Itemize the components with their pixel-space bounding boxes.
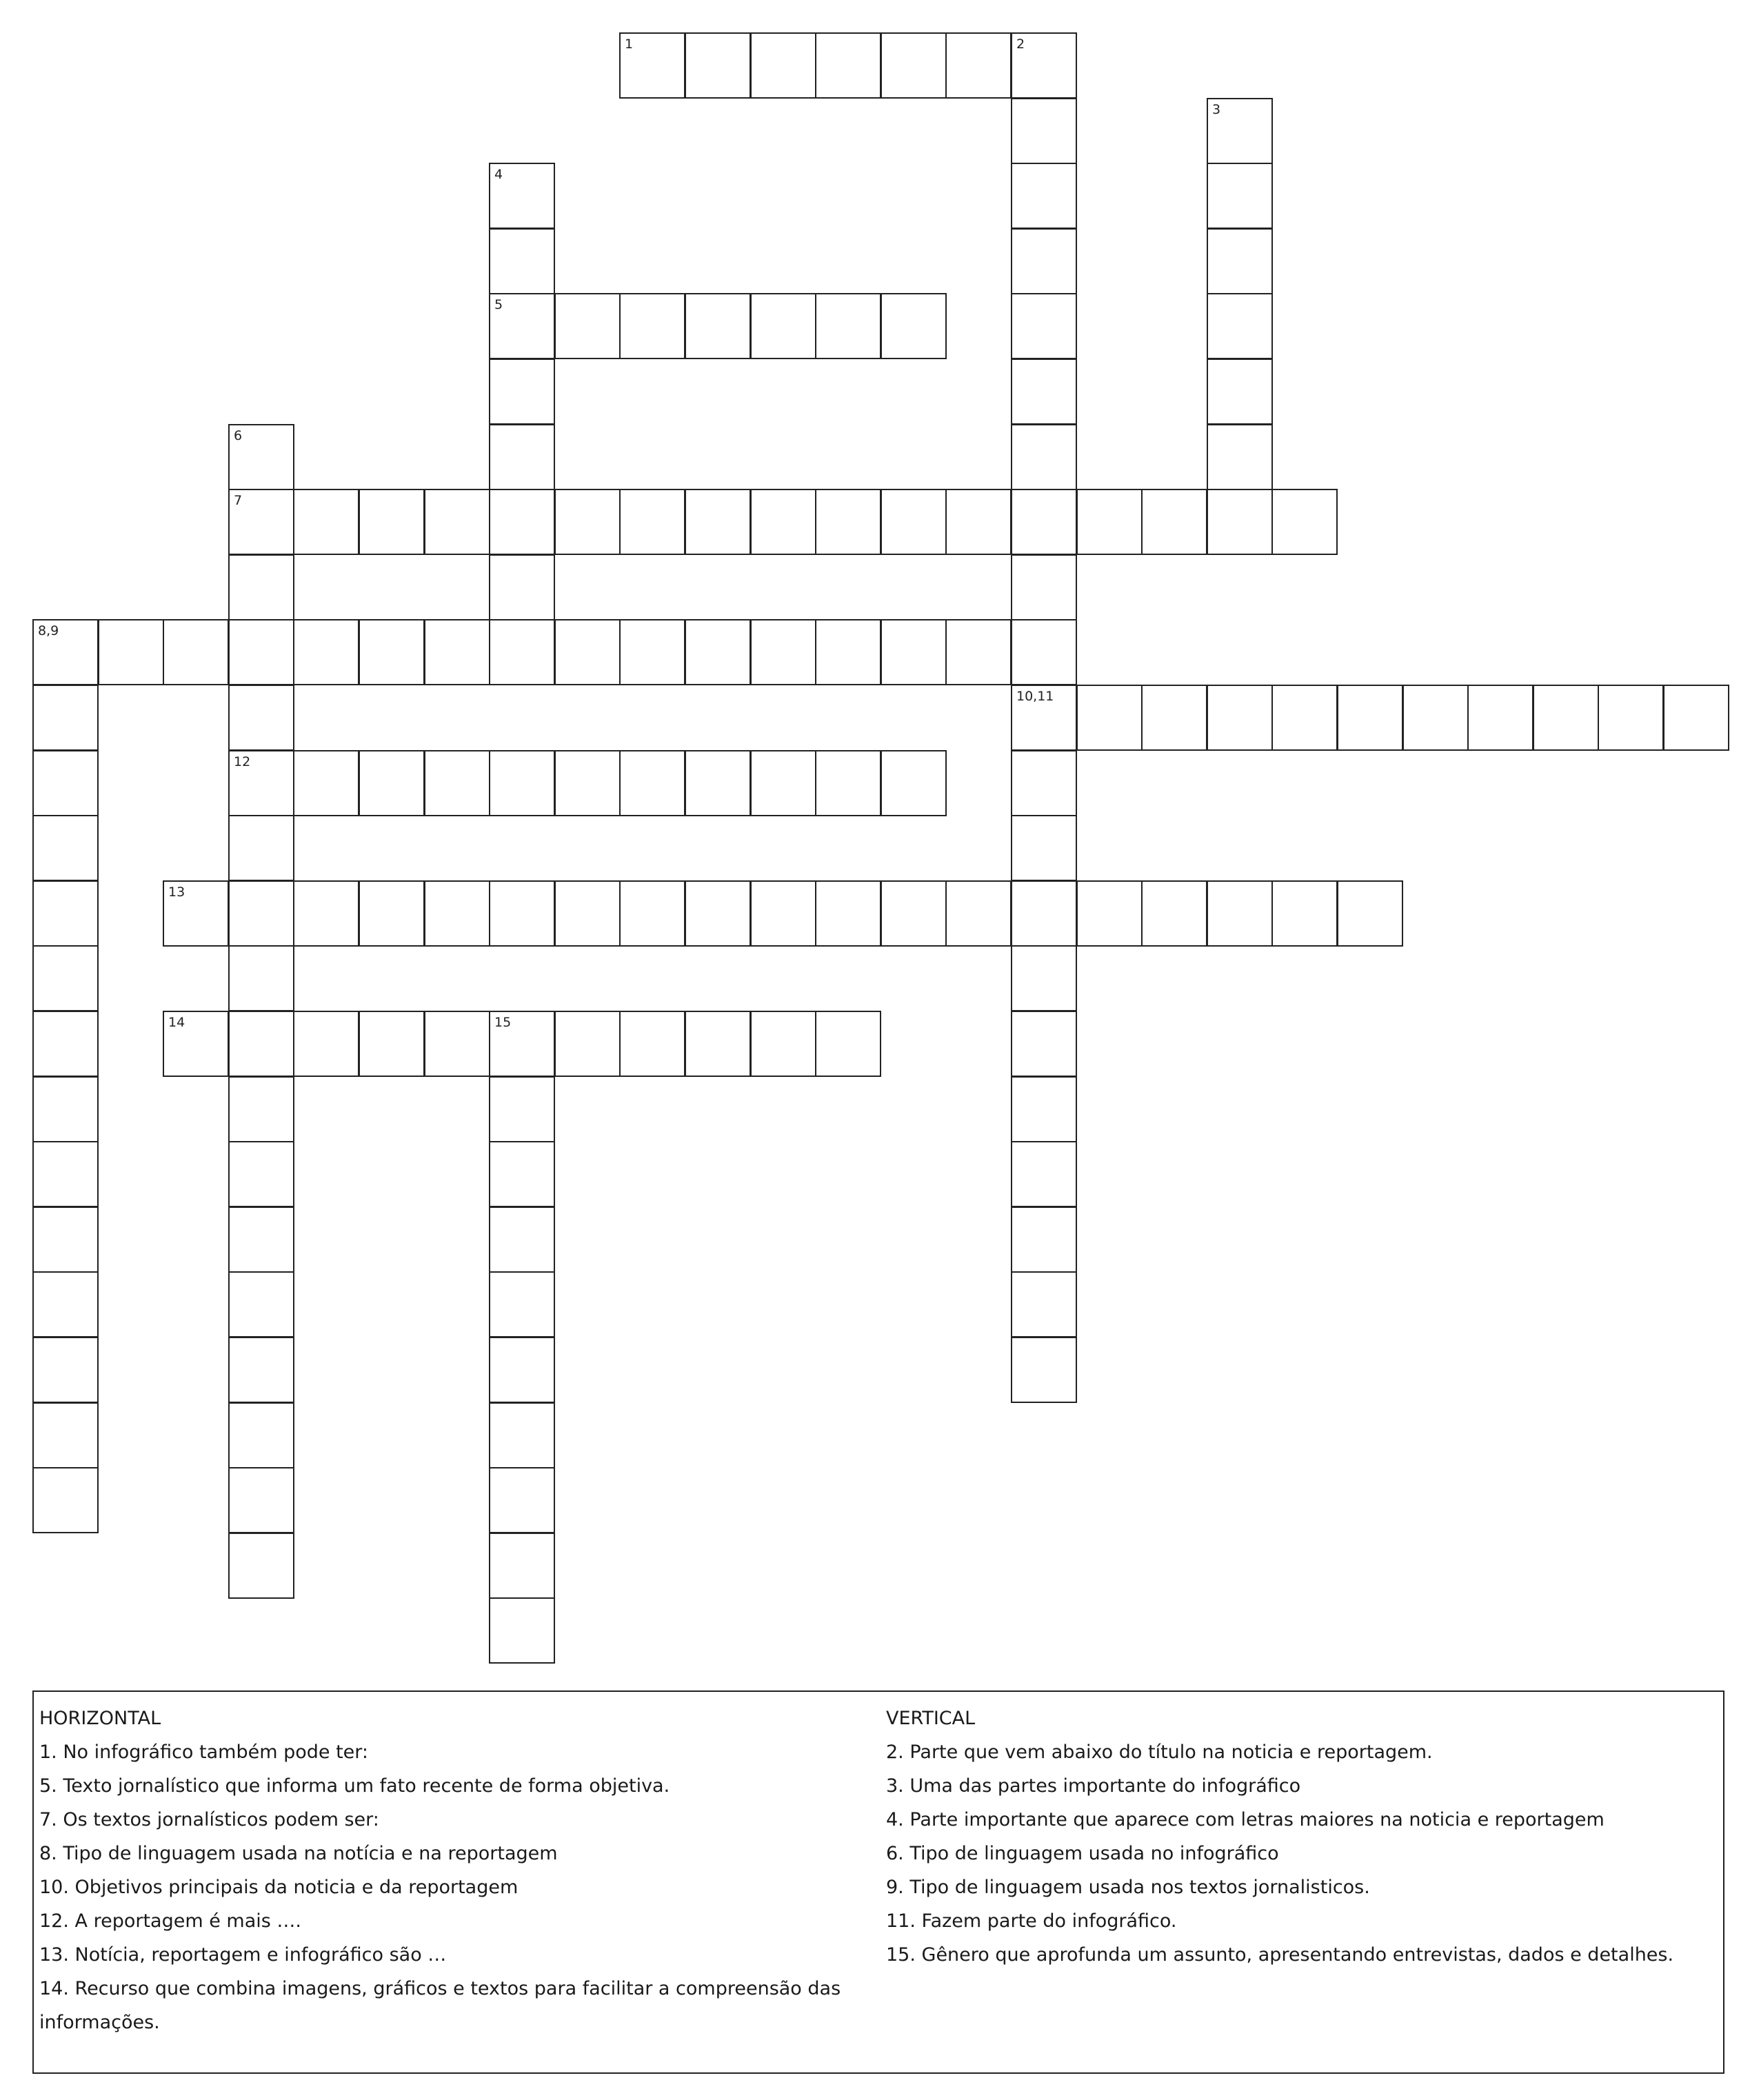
crossword-cell[interactable] [685,293,751,359]
crossword-cell[interactable] [1271,685,1338,751]
crossword-cell[interactable] [619,1011,685,1077]
horizontal-clues [39,1702,881,2039]
crossword-cell[interactable] [750,880,816,947]
crossword-cell[interactable] [881,750,947,816]
crossword-cell[interactable] [293,880,359,947]
clue-number: 14 [168,1015,185,1030]
crossword-cell[interactable] [489,1207,555,1273]
crossword-cell[interactable] [1076,489,1143,555]
crossword-cell[interactable] [359,880,425,947]
crossword-cell[interactable] [489,1467,555,1533]
crossword-cell[interactable] [881,32,947,99]
crossword-cell[interactable] [1011,619,1077,685]
crossword-cell[interactable] [228,1533,294,1599]
crossword-cell[interactable] [1011,293,1077,359]
clue-v9: 9. Tipo de linguagem usada nos textos jornalisticos. [886,1877,1370,1898]
crossword-cell[interactable] [489,359,555,425]
crossword-cell[interactable] [489,1271,555,1337]
crossword-cell[interactable] [815,880,881,947]
crossword-cell[interactable] [554,489,621,555]
crossword-cell[interactable] [1533,685,1599,751]
crossword-cell[interactable] [424,619,490,685]
crossword-cell[interactable] [685,880,751,947]
crossword-cell[interactable] [163,1011,229,1077]
clue-number: 10,11 [1016,689,1054,704]
crossword-cell[interactable] [228,1011,294,1077]
crossword-cell[interactable] [32,880,99,947]
crossword-cell[interactable] [489,293,555,359]
clue-h13: 13. Notícia, reportagem e infográfico são … [39,1944,447,1966]
crossword-cell[interactable] [228,554,294,620]
crossword-cell[interactable] [1076,880,1143,947]
crossword-cell[interactable] [1141,489,1207,555]
crossword-cell[interactable] [1011,489,1077,555]
crossword-cell[interactable] [1011,750,1077,816]
crossword-cell[interactable] [1011,815,1077,881]
crossword-cell[interactable] [1271,489,1338,555]
crossword-cell[interactable] [1271,880,1338,947]
clue-number: 15 [494,1015,512,1030]
crossword-cell[interactable] [945,619,1012,685]
clue-v6: 6. Tipo de linguagem usada no infográfico [886,1843,1279,1864]
crossword-cell[interactable] [228,1141,294,1207]
crossword-cell[interactable] [1076,685,1143,751]
clue-h14: 14. Recurso que combina imagens, gráficos e textos para facilitar a compreensão das informações. [39,1978,841,2033]
crossword-cell[interactable] [1011,1207,1077,1273]
crossword-cell[interactable] [685,489,751,555]
clue-number: 6 [234,428,243,443]
crossword-cell[interactable] [1011,685,1077,751]
vertical-heading: VERTICAL [886,1708,976,1729]
crossword-cell[interactable] [750,1011,816,1077]
crossword-cell[interactable] [228,1207,294,1273]
crossword-cell[interactable] [1011,1076,1077,1142]
crossword-cell[interactable] [554,750,621,816]
crossword-cell[interactable] [228,424,294,490]
crossword-cell[interactable] [489,554,555,620]
crossword-cell[interactable] [1011,228,1077,294]
crossword-cell[interactable] [424,750,490,816]
crossword-cell[interactable] [1011,1271,1077,1337]
crossword-cell[interactable] [489,1076,555,1142]
clue-v15: 15. Gênero que aprofunda um assunto, apresentando entrevistas, dados e detalhes. [886,1944,1674,1966]
clue-box [32,1690,1724,2074]
crossword-cell[interactable] [1207,424,1273,490]
crossword-cell[interactable] [228,945,294,1011]
horizontal-heading: HORIZONTAL [39,1708,161,1729]
crossword-cell[interactable] [32,685,99,751]
crossword-cell[interactable] [489,880,555,947]
crossword-cell[interactable] [1337,880,1403,947]
clue-number: 1 [625,37,634,52]
crossword-cell[interactable] [1598,685,1664,751]
crossword-cell[interactable] [1337,685,1403,751]
clue-h8: 8. Tipo de linguagem usada na notícia e na reportagem [39,1843,558,1864]
crossword-cell[interactable] [619,489,685,555]
crossword-cell[interactable] [619,32,685,99]
crossword-cell[interactable] [750,32,816,99]
crossword-cell[interactable] [750,619,816,685]
crossword-cell[interactable] [32,619,99,685]
crossword-cell[interactable] [815,293,881,359]
crossword-cell[interactable] [228,750,294,816]
crossword-cell[interactable] [293,619,359,685]
crossword-cell[interactable] [1011,424,1077,490]
clue-number: 5 [494,297,503,312]
crossword-cell[interactable] [1207,489,1273,555]
crossword-cell[interactable] [685,619,751,685]
crossword-cell[interactable] [1141,880,1207,947]
clue-number: 13 [168,885,185,900]
crossword-cell[interactable] [359,1011,425,1077]
crossword-cell[interactable] [32,815,99,881]
clue-h10: 10. Objetivos principais da noticia e da reportagem [39,1877,519,1898]
crossword-cell[interactable] [424,489,490,555]
crossword-cell[interactable] [32,945,99,1011]
crossword-cell[interactable] [1011,359,1077,425]
crossword-cell[interactable] [98,619,164,685]
crossword-cell[interactable] [1207,685,1273,751]
crossword-cell[interactable] [293,1011,359,1077]
crossword-cell[interactable] [32,1271,99,1337]
crossword-cell[interactable] [619,293,685,359]
crossword-cell[interactable] [489,163,555,229]
clue-number: 2 [1016,37,1025,52]
crossword-cell[interactable] [293,489,359,555]
crossword-cell[interactable] [489,1402,555,1468]
crossword-cell[interactable] [32,1337,99,1403]
crossword-cell[interactable] [32,750,99,816]
crossword-cell[interactable] [1011,554,1077,620]
clue-number: 12 [234,754,251,769]
crossword-cell[interactable] [1402,685,1469,751]
crossword-cell[interactable] [619,619,685,685]
crossword-cell[interactable] [163,880,229,947]
crossword-cell[interactable] [163,619,229,685]
crossword-cell[interactable] [815,619,881,685]
crossword-cell[interactable] [1207,98,1273,164]
clue-v4: 4. Parte importante que aparece com letras maiores na noticia e reportagem [886,1809,1605,1830]
vertical-clues [886,1702,1713,1972]
crossword-cell[interactable] [489,1141,555,1207]
crossword-cell[interactable] [1011,163,1077,229]
clue-number: 8,9 [38,623,59,638]
crossword-cell[interactable] [1207,163,1273,229]
crossword-cell[interactable] [489,489,555,555]
crossword-cell[interactable] [1011,1337,1077,1403]
crossword-cell[interactable] [228,880,294,947]
crossword-cell[interactable] [228,489,294,555]
crossword-cell[interactable] [489,1337,555,1403]
crossword-cell[interactable] [750,293,816,359]
clue-h7: 7. Os textos jornalísticos podem ser: [39,1809,379,1830]
crossword-cell[interactable] [228,685,294,751]
crossword-cell[interactable] [228,1337,294,1403]
clue-v11: 11. Fazem parte do infográfico. [886,1910,1177,1932]
crossword-cell[interactable] [815,750,881,816]
clue-number: 3 [1212,102,1221,117]
clue-v2: 2. Parte que vem abaixo do título na noticia e reportagem. [886,1741,1433,1763]
crossword-cell[interactable] [489,750,555,816]
crossword-cell[interactable] [881,489,947,555]
crossword-cell[interactable] [1011,1011,1077,1077]
crossword-cell[interactable] [32,1141,99,1207]
crossword-cell[interactable] [554,619,621,685]
crossword-cell[interactable] [228,1076,294,1142]
crossword-cell[interactable] [489,424,555,490]
crossword-cell[interactable] [685,32,751,99]
crossword-cell[interactable] [32,1467,99,1533]
crossword-cell[interactable] [1011,32,1077,99]
crossword-cell[interactable] [228,619,294,685]
crossword-cell[interactable] [945,489,1012,555]
crossword-cell[interactable] [489,228,555,294]
crossword-cell[interactable] [1011,945,1077,1011]
crossword-cell[interactable] [424,1011,490,1077]
clue-h1: 1. No infográfico também pode ter: [39,1741,368,1763]
crossword-cell[interactable] [359,750,425,816]
crossword-cell[interactable] [1663,685,1729,751]
crossword-cell[interactable] [489,1011,555,1077]
crossword-cell[interactable] [945,880,1012,947]
crossword-cell[interactable] [881,293,947,359]
crossword-cell[interactable] [685,750,751,816]
crossword-cell[interactable] [554,1011,621,1077]
crossword-cell[interactable] [750,750,816,816]
crossword-cell[interactable] [554,880,621,947]
crossword-cell[interactable] [619,750,685,816]
crossword-cell[interactable] [1011,1141,1077,1207]
crossword-cell[interactable] [619,880,685,947]
crossword-cell[interactable] [1207,880,1273,947]
crossword-cell[interactable] [815,489,881,555]
clue-v3: 3. Uma das partes importante do infográfico [886,1775,1301,1797]
clue-number: 7 [234,493,243,508]
crossword-cell[interactable] [228,1467,294,1533]
crossword-cell[interactable] [750,489,816,555]
crossword-cell[interactable] [881,880,947,947]
clue-number: 4 [494,167,503,182]
clue-h12: 12. A reportagem é mais …. [39,1910,301,1932]
crossword-cell[interactable] [1467,685,1533,751]
crossword-cell[interactable] [1011,880,1077,947]
crossword-cell[interactable] [815,1011,881,1077]
crossword-cell[interactable] [489,1533,555,1599]
crossword-cell[interactable] [554,293,621,359]
crossword-cell[interactable] [881,619,947,685]
crossword-cell[interactable] [424,880,490,947]
crossword-cell[interactable] [228,1271,294,1337]
crossword-cell[interactable] [293,750,359,816]
crossword-cell[interactable] [815,32,881,99]
crossword-cell[interactable] [1207,359,1273,425]
crossword-cell[interactable] [1141,685,1207,751]
crossword-cell[interactable] [359,619,425,685]
crossword-cell[interactable] [359,489,425,555]
crossword-cell[interactable] [1207,293,1273,359]
crossword-cell[interactable] [945,32,1012,99]
crossword-cell[interactable] [1011,98,1077,164]
crossword-cell[interactable] [685,1011,751,1077]
crossword-cell[interactable] [32,1076,99,1142]
crossword-cell[interactable] [1207,228,1273,294]
crossword-cell[interactable] [489,1597,555,1664]
crossword-cell[interactable] [228,1402,294,1468]
crossword-cell[interactable] [228,815,294,881]
crossword-cell[interactable] [32,1402,99,1468]
crossword-cell[interactable] [32,1011,99,1077]
crossword-cell[interactable] [32,1207,99,1273]
clue-h5: 5. Texto jornalístico que informa um fato recente de forma objetiva. [39,1775,670,1797]
crossword-cell[interactable] [489,619,555,685]
